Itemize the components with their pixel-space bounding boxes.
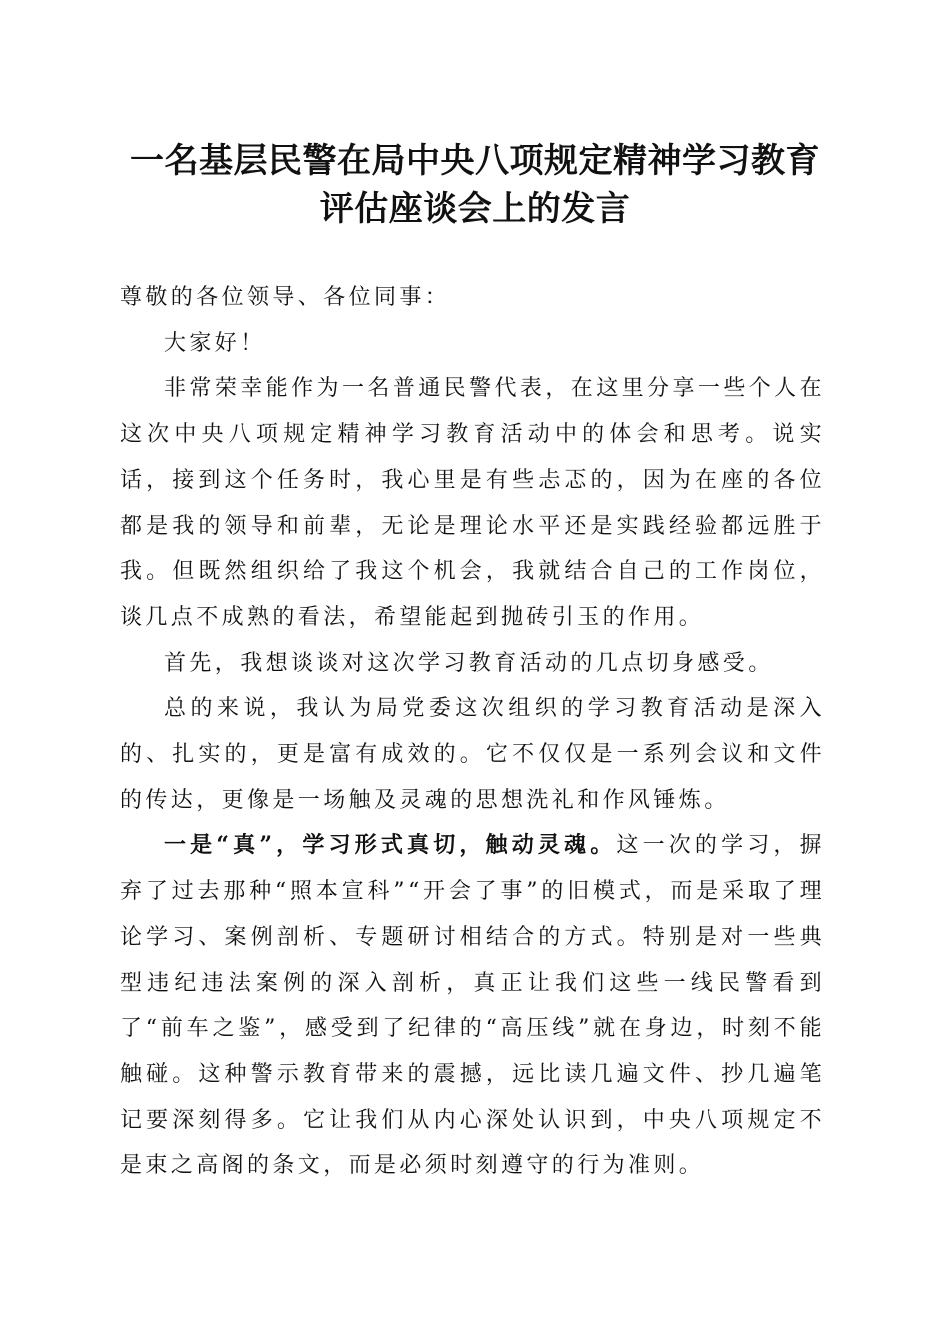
document-title	[100, 137, 850, 233]
greeting: 大家好！	[164, 330, 266, 356]
title-line-2: 评估座谈会上的发言	[319, 189, 631, 229]
paragraph-overall: 总的来说，我认为局党委这次组织的学习教育活动是深入的、扎实的，更是富有成效的。它不仅仅是一系列会议和文件的传达，更像是一场触及灵魂的思想洗礼和作风锤炼。	[120, 696, 825, 813]
paragraph-point-1	[120, 823, 825, 1189]
paragraph-first: 首先，我想谈谈对这次学习教育活动的几点切身感受。	[164, 650, 774, 676]
paragraph-intro: 非常荣幸能作为一名普通民警代表，在这里分享一些个人在这次中央八项规定精神学习教育活动中的体会和思考。说实话，接到这个任务时，我心里是有些忐忑的，因为在座的各位都是我的领导和前辈，无论是理论水平还是实践经验都远胜于我。但既然组织给了我这个机会，我就结合自己的工作岗位，谈几点不成熟的看法，希望能起到抛砖引玉的作用。	[120, 376, 825, 630]
title-line-1: 一名基层民警在局中央八项规定精神学习教育	[130, 141, 820, 181]
point-1-heading: 一是“真”，学习形式真切，触动灵魂。	[164, 832, 617, 859]
point-1-body: 这一次的学习，摒弃了过去那种“照本宣科”“开会了事”的旧模式，而是采取了理论学习、案例剖析、专题研讨相结合的方式。特别是对一些典型违纪违法案例的深入剖析，真正让我们这些一线民警看到了“前车之鉴”，感受到了纪律的“高压线”就在身边，时刻不能触碰。这种警示教育带来的震撼，远比读几遍文件、抄几遍笔记要深刻得多。它让我们从内心深处认识到，中央八项规定不是束之高阁的条文，而是必须时刻遵守的行为准则。	[120, 833, 826, 1179]
salutation: 尊敬的各位领导、各位同事：	[120, 285, 451, 310]
document-body	[120, 275, 825, 1189]
